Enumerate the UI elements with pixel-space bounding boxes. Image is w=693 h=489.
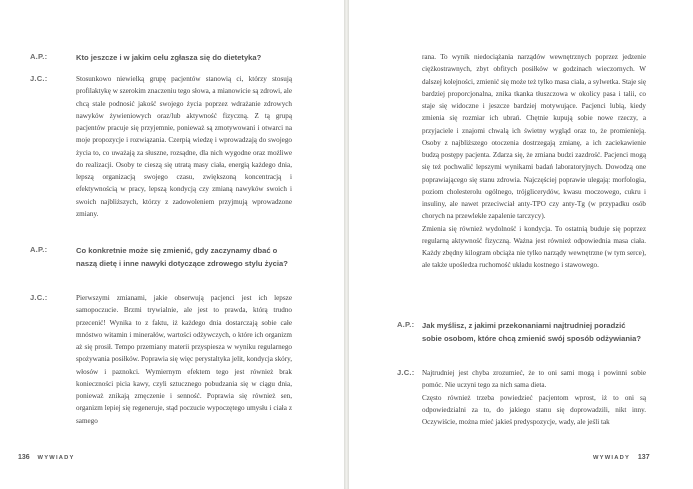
answer-entry-3 (397, 367, 646, 428)
continued-paragraph: rana. To wynik niedociążania narządów wewnętrznych poprzez jedzenie ciężkostrawnych, zbyt obfitych posiłków w godzinach wieczornych. W dalszej kolejności, zmienić się może też tylko masa ciała, a sylwetka. Staje się bardziej proporcjonalna, znika tkanka tłuszczowa w okolicy pasa i talii, co staje się widoczne i jeszcze bardziej motywujące. Pacjenci lubią, kiedy zmienia się rozmiar ich ubrań. Chętnie kupują sobie nowe rzeczy, a przyjaciele i znajomi chwalą ich świetny wygląd oraz to, że promienieją. Osoby z najbliższego otoczenia dostrzegają zmianę, a ich zaciekawienie budzą postępy pacjenta. Zdarza się, że zmiana budzi zazdrość. Pacjenci mogą się też pochwalić lepszymi wynikami badań laboratoryjnych. Dowodzą one poprawiającego się stanu zdrowia. Najczęściej poprawie ulegają: morfologia, poziom cholesterolu ogólnego, trójglicerydów, kwasu moczowego, cukru i insuliny, ale nawet przeciwciał anty-TPO czy anty-Tg (w przypadku osób chorych na przewlekłe zapalenie tarczycy). (422, 53, 646, 221)
question-label: A.P.: (397, 320, 415, 329)
question-text: Kto jeszcze i w jakim celu zgłasza się do dietetyka? (76, 53, 262, 62)
running-section-title: WYWIADY (593, 455, 631, 461)
page-number: 136 (18, 454, 30, 461)
question-entry-2 (30, 245, 292, 270)
running-section-title: WYWIADY (37, 455, 75, 461)
continued-paragraph-2: Zmienia się również wydolność i kondycja. To ostatnią buduje się poprzez regularną aktywność fizyczną. Ważna jest również odpowiednia masa ciała. Każdy zbędny kilogram obciąża nie tylko narządy wewnętrzne (w tym serce), ale także upośledza ruchomość układu kostnego i stawowego. (422, 224, 646, 270)
answer-entry-2 (30, 292, 292, 427)
question-label: A.P.: (30, 52, 48, 61)
question-entry-1 (30, 52, 292, 65)
question-text: Co konkretnie może się zmienić, gdy zaczynamy dbać o naszą dietę i inne nawyki dotyczące zdrowego stylu życia? (76, 246, 288, 268)
question-label: A.P.: (30, 245, 48, 254)
answer-label: J.C.: (30, 74, 48, 83)
left-page (0, 0, 344, 489)
question-entry-3 (397, 320, 646, 345)
answer-text-2: Często również trzeba powiedzieć pacjentom wprost, iż to oni są odpowiedzialni za to, do jakiego stanu się doprowadzili, nikt inny. Oczywiście, można mieć jakieś predyspozycje, wady, ale jeśli tak (422, 393, 646, 426)
page-number: 137 (637, 454, 650, 461)
answer-label: J.C.: (30, 293, 48, 302)
page-footer-right (593, 454, 650, 461)
answer-entry-1 (30, 73, 292, 220)
continued-text-block (422, 51, 646, 272)
right-page (349, 0, 693, 489)
question-text: Jak myślisz, z jakimi przekonaniami najtrudniej poradzić sobie osobom, które chcą zmienić swój sposób odżywiania? (422, 321, 641, 343)
answer-text: Stosunkowo niewielką grupę pacjentów stanowią ci, którzy stosują profilaktykę w szerokim znaczeniu tego słowa, a mianowicie są zdrowi, ale chcą stale podnosić jakość swojego życia poprzez wdrażanie zdrowych nawyków żywieniowych oraz/lub aktywność fizyczną. Z tą grupą pacjentów pracuje się przyjemnie, ponieważ są zmotywowani i otwarci na moje propozycje i rozwiązania. Czerpią wiedzę i wprowadzają do swojego życia to, co uważają za słuszne, rozsądne, dla nich wygodne oraz możliwe do realizacji. Osoby te cieszą się utratą masy ciała, energią każdego dnia, lepszą organizacją swojego czasu, zwiększoną koncentracją i efektywnością w pracy, lepszą kondycją czy zmianą nawyków swoich i swoich najbliższych, którzy z zadowoleniem przyjmują wprowadzone zmiany. (76, 75, 292, 218)
page-footer-left (18, 454, 75, 461)
answer-label: J.C.: (397, 368, 415, 377)
answer-text: Pierwszymi zmianami, jakie obserwują pacjenci jest ich lepsze samopoczucie. Brzmi trywialnie, ale jest to prawda, którą trudno przecenić! Wynika to z faktu, iż każdego dnia dostarczają sobie całe mnóstwo witamin i minerałów, wartości odżywczych, o które ich organizm aż się prosił. Tempo przemiany materii przyspiesza w wyniku regularnego spożywania posiłków. Poprawia się więc perystaltyka jelit, kondycja skóry, włosów i paznokci. Wymiernym efektem tego jest również brak konieczności picia kawy, czyli sztucznego pobudzania się w ciągu dnia, ponieważ znikają zmęczenie i senność. Poprawia się również sen, organizm lepiej się regeneruje, stąd poczucie wypoczętego umysłu i ciała z samego (76, 294, 292, 425)
answer-text: Najtrudniej jest chyba zrozumieć, że to oni sami mogą i powinni sobie pomóc. Nie uczyni tego za nich sama dieta. (422, 369, 646, 390)
